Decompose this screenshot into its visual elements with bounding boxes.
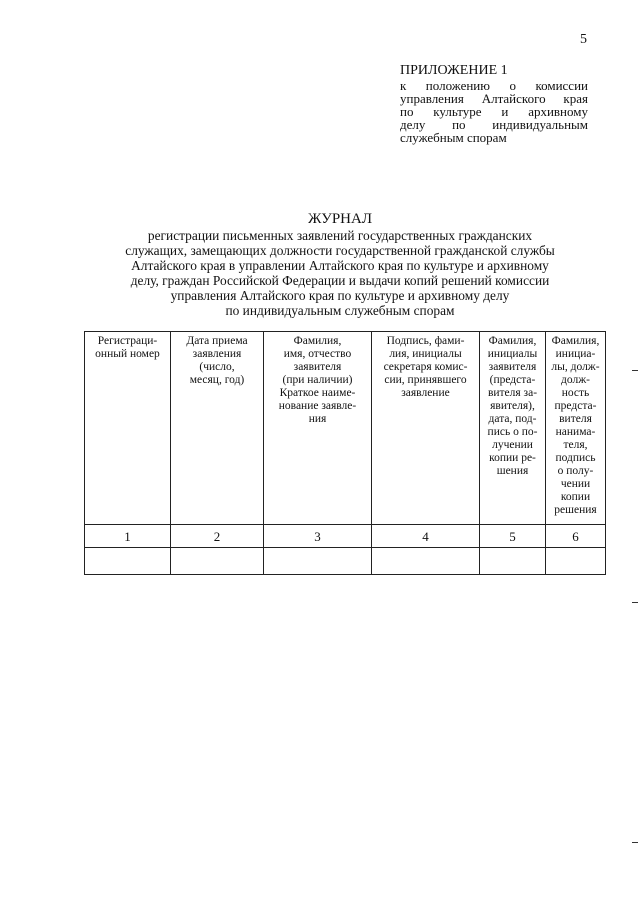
empty-cell[interactable] xyxy=(264,548,372,575)
header-line: заявление xyxy=(401,387,450,399)
empty-cell[interactable] xyxy=(480,548,546,575)
empty-cell[interactable] xyxy=(171,548,264,575)
scan-edge-mark xyxy=(632,842,638,843)
header-line: пись о по- xyxy=(487,426,538,438)
empty-cell[interactable] xyxy=(85,548,171,575)
header-line: Фамилия, xyxy=(551,335,600,347)
header-cell xyxy=(85,332,171,525)
header-cell xyxy=(546,332,606,525)
header-line: Фамилия, xyxy=(293,335,342,347)
header-line: о полу- xyxy=(557,465,594,477)
journal-subtitle-line: управления Алтайского края по культуре и архивному делу xyxy=(170,288,510,303)
header-line: долж- xyxy=(561,374,590,386)
table-header-row xyxy=(85,332,606,525)
page-number: 5 xyxy=(580,32,587,47)
appendix-line: управления Алтайского края xyxy=(400,91,588,106)
header-line: явителя), xyxy=(490,400,535,412)
journal-title: ЖУРНАЛ xyxy=(307,211,373,227)
header-line: подпись xyxy=(555,452,596,464)
table-row xyxy=(85,548,606,575)
header-line: Регистраци- xyxy=(97,335,158,347)
header-line: секретаря комис- xyxy=(383,361,468,373)
column-number-row xyxy=(85,525,606,548)
header-cell xyxy=(264,332,372,525)
header-line: (предста- xyxy=(489,374,536,386)
header-cell xyxy=(372,332,480,525)
header-line: месяц, год) xyxy=(189,374,245,386)
header-line: предста- xyxy=(554,400,597,412)
header-line: ния xyxy=(308,413,327,425)
header-cell xyxy=(480,332,546,525)
header-line: дата, под- xyxy=(488,413,537,425)
header-cell xyxy=(171,332,264,525)
appendix-line: служебным спорам xyxy=(400,130,507,145)
header-line: ность xyxy=(561,387,590,399)
column-number: 2 xyxy=(171,525,264,548)
header-line: (число, xyxy=(199,361,235,373)
header-line: онный номер xyxy=(95,348,160,360)
journal-subtitle-line: делу, граждан Российской Федерации и выдачи копий решений комиссии xyxy=(130,273,550,288)
header-line: Подпись, фами- xyxy=(386,335,465,347)
appendix-block xyxy=(400,64,588,144)
header-line: инициалы xyxy=(487,348,538,360)
appendix-line: к положению о комиссии xyxy=(400,78,588,93)
header-line: чении xyxy=(560,478,591,490)
header-line: заявителя xyxy=(488,361,537,373)
header-line: нанима- xyxy=(555,426,596,438)
empty-cell[interactable] xyxy=(372,548,480,575)
scan-edge-mark xyxy=(632,602,638,603)
header-line: сии, принявшего xyxy=(384,374,467,386)
appendix-line: по культуре и архивному xyxy=(400,104,588,119)
journal-subtitle-line: Алтайского края в управлении Алтайского края по культуре и архивному xyxy=(131,258,549,273)
header-line: копии xyxy=(560,491,591,503)
header-line: решения xyxy=(554,504,597,516)
header-line: копии ре- xyxy=(489,452,536,464)
header-line: инициа- xyxy=(555,348,596,360)
header-line: лия, инициалы xyxy=(389,348,462,360)
column-number: 5 xyxy=(480,525,546,548)
column-number: 1 xyxy=(85,525,171,548)
column-number: 6 xyxy=(546,525,606,548)
column-number: 4 xyxy=(372,525,480,548)
appendix-line: делу по индивидуальным xyxy=(400,117,588,132)
registration-table xyxy=(84,331,606,575)
header-line: лы, долж- xyxy=(551,361,600,373)
header-line: теля, xyxy=(563,439,588,451)
header-line: шения xyxy=(496,465,529,477)
header-line: (при наличии) xyxy=(282,374,353,386)
empty-cell[interactable] xyxy=(546,548,606,575)
header-line: вителя xyxy=(559,413,592,425)
journal-subtitle-line: служащих, замещающих должности государственной гражданской службы xyxy=(125,243,555,258)
journal-subtitle-line: по индивидуальным служебным спорам xyxy=(225,303,455,318)
journal-heading xyxy=(86,212,594,318)
appendix-title: ПРИЛОЖЕНИЕ 1 xyxy=(400,63,508,78)
header-line: заявления xyxy=(192,348,242,360)
header-line: Дата приема xyxy=(186,335,248,347)
header-line: имя, отчество xyxy=(283,348,352,360)
scan-edge-mark xyxy=(632,370,638,371)
header-line: заявителя xyxy=(293,361,342,373)
header-line: нование заявле- xyxy=(278,400,357,412)
header-line: Краткое наиме- xyxy=(279,387,356,399)
header-line: лучении xyxy=(492,439,533,451)
header-line: Фамилия, xyxy=(488,335,537,347)
header-line: вителя за- xyxy=(487,387,538,399)
column-number: 3 xyxy=(264,525,372,548)
journal-subtitle-line: регистрации письменных заявлений государственных гражданских xyxy=(147,228,533,243)
